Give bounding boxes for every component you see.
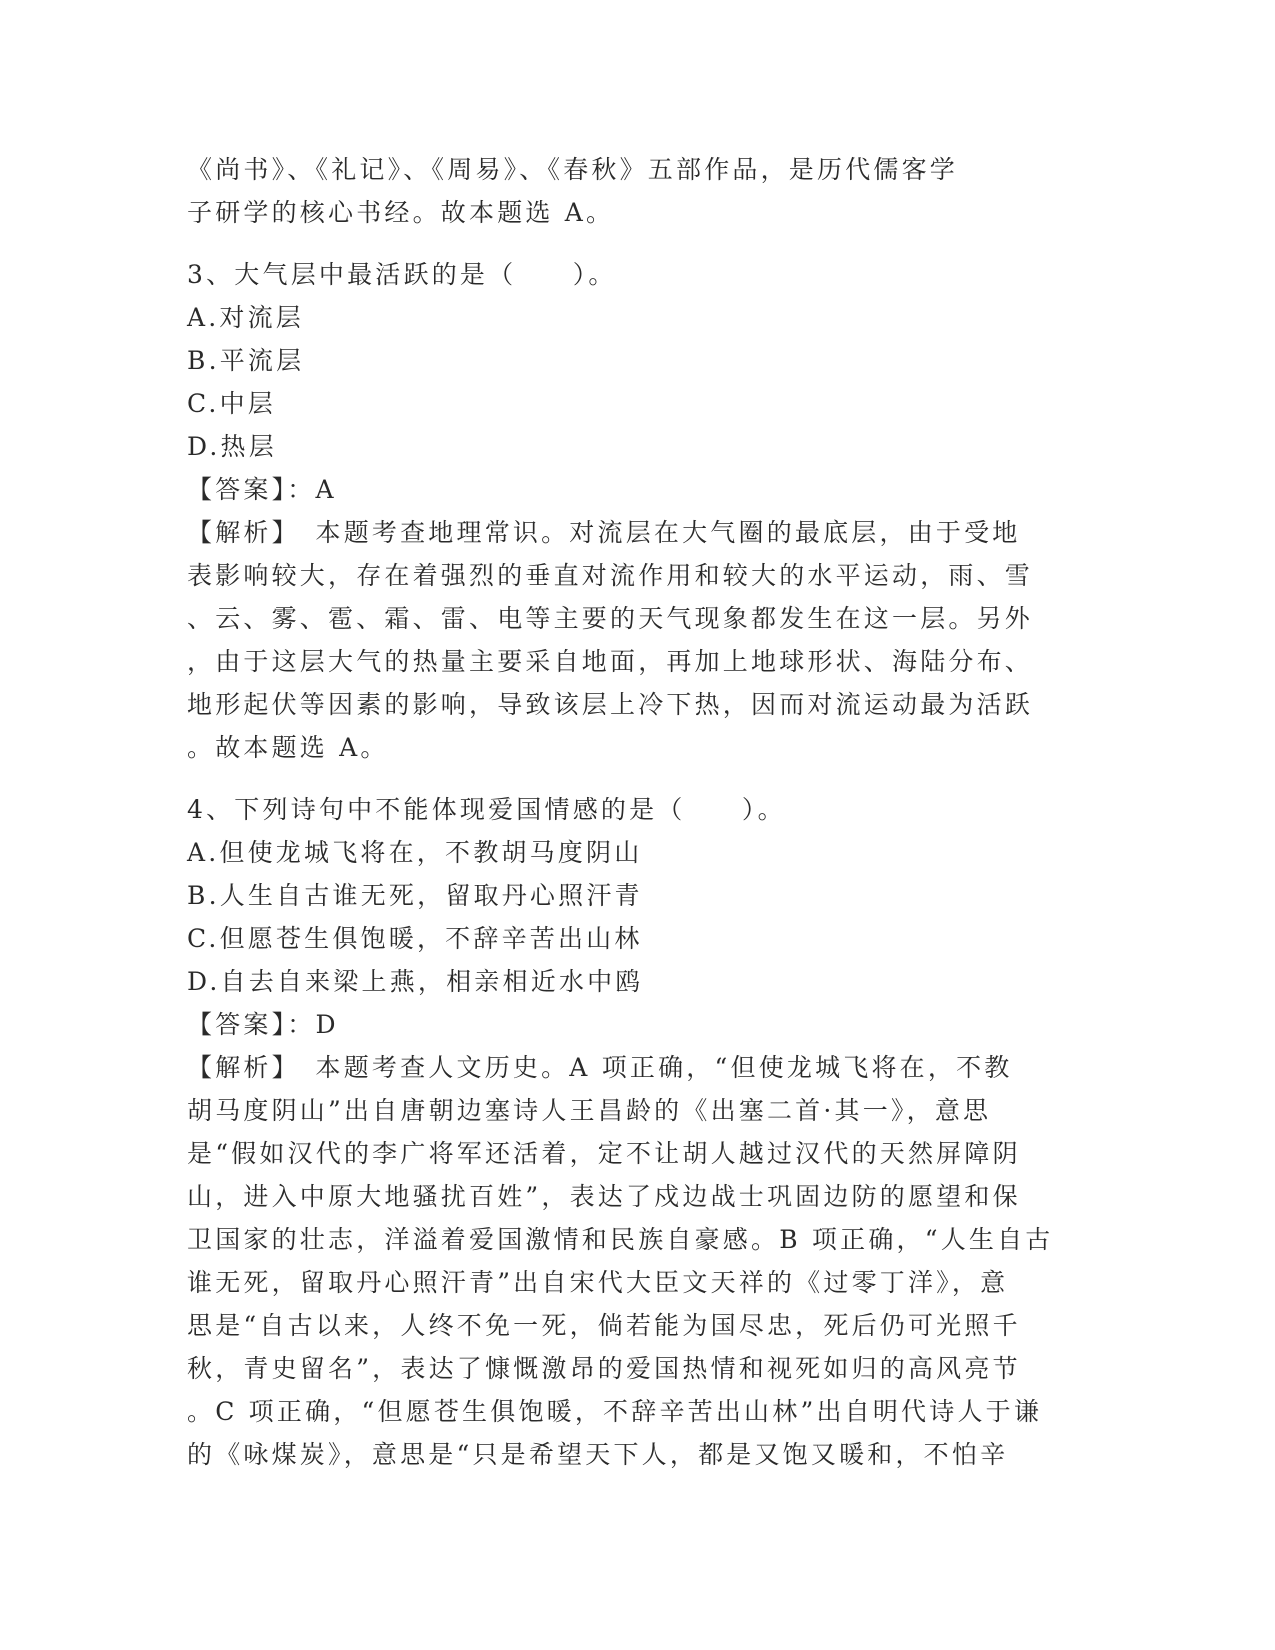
- question-4-analysis-line: 胡马度阴山”出自唐朝边塞诗人王昌龄的《出塞二首·其一》，意思: [187, 1096, 992, 1125]
- document-body: [187, 148, 1087, 1476]
- question-4-analysis-line: 。C 项正确，“但愿苍生俱饱暖，不辞辛苦出山林”出自明代诗人于谦: [187, 1397, 1043, 1426]
- question-4-stem: 4、下列诗句中不能体现爱国情感的是（ ）。: [187, 795, 786, 824]
- question-3-analysis-line: 。故本题选 A。: [187, 733, 389, 762]
- question-3-analysis-line: ，由于这层大气的热量主要采自地面，再加上地球形状、海陆分布、: [187, 647, 1034, 676]
- question-3-analysis-line: 表影响较大，存在着强烈的垂直对流作用和较大的水平运动，雨、雪: [187, 561, 1034, 590]
- question-4-analysis-line: 的《咏煤炭》，意思是“只是希望天下人，都是又饱又暖和，不怕辛: [187, 1440, 1009, 1469]
- question-3-block: [187, 253, 1087, 769]
- question-4-analysis-line: 谁无死，留取丹心照汗青”出自宋代大臣文天祥的《过零丁洋》，意: [187, 1268, 1009, 1297]
- question-4-block: [187, 788, 1087, 1476]
- text-line: 《尚书》、《礼记》、《周易》、《春秋》五部作品，是历代儒客学: [187, 155, 959, 184]
- question-3-answer: 【答案】：A: [187, 475, 337, 504]
- intro-paragraph: [187, 148, 1087, 234]
- question-4-analysis-line: 卫国家的壮志，洋溢着爱国激情和民族自豪感。B 项正确，“人生自古: [187, 1225, 1054, 1254]
- question-3-option-a: A.对流层: [187, 303, 305, 332]
- question-4-analysis-line: 秋，青史留名”，表达了慷慨激昂的爱国热情和视死如归的高风亮节: [187, 1354, 1021, 1383]
- question-4-option-c: C.但愿苍生俱饱暖，不辞辛苦出山林: [187, 924, 643, 953]
- question-4-option-b: B.人生自古谁无死，留取丹心照汗青: [187, 881, 643, 910]
- question-4-option-d: D.自去自来梁上燕，相亲相近水中鸥: [187, 967, 644, 996]
- question-3-stem: 3、大气层中最活跃的是（ ）。: [187, 260, 617, 289]
- question-4-option-a: A.但使龙城飞将在，不教胡马度阴山: [187, 838, 643, 867]
- question-3-option-b: B.平流层: [187, 346, 305, 375]
- question-4-analysis-line: 思是“自古以来，人终不免一死，倘若能为国尽忠，死后仍可光照千: [187, 1311, 1021, 1340]
- question-3-option-c: C.中层: [187, 389, 276, 418]
- question-4-analysis-line: 【解析】 本题考查人文历史。A 项正确，“但使龙城飞将在，不教: [187, 1053, 1013, 1082]
- question-3-analysis-line: 、云、雾、雹、霜、雷、电等主要的天气现象都发生在这一层。另外: [187, 604, 1034, 633]
- question-4-analysis-line: 山，进入中原大地骚扰百姓”，表达了戍边战士巩固边防的愿望和保: [187, 1182, 1021, 1211]
- text-line: 子研学的核心书经。故本题选 A。: [187, 198, 615, 227]
- question-4-analysis-line: 是“假如汉代的李广将军还活着，定不让胡人越过汉代的天然屏障阴: [187, 1139, 1021, 1168]
- question-3-analysis-line: 地形起伏等因素的影响，导致该层上冷下热，因而对流运动最为活跃: [187, 690, 1034, 719]
- question-3-analysis-line: 【解析】 本题考查地理常识。对流层在大气圈的最底层，由于受地: [187, 518, 1021, 547]
- question-4-answer: 【答案】：D: [187, 1010, 339, 1039]
- question-3-option-d: D.热层: [187, 432, 277, 461]
